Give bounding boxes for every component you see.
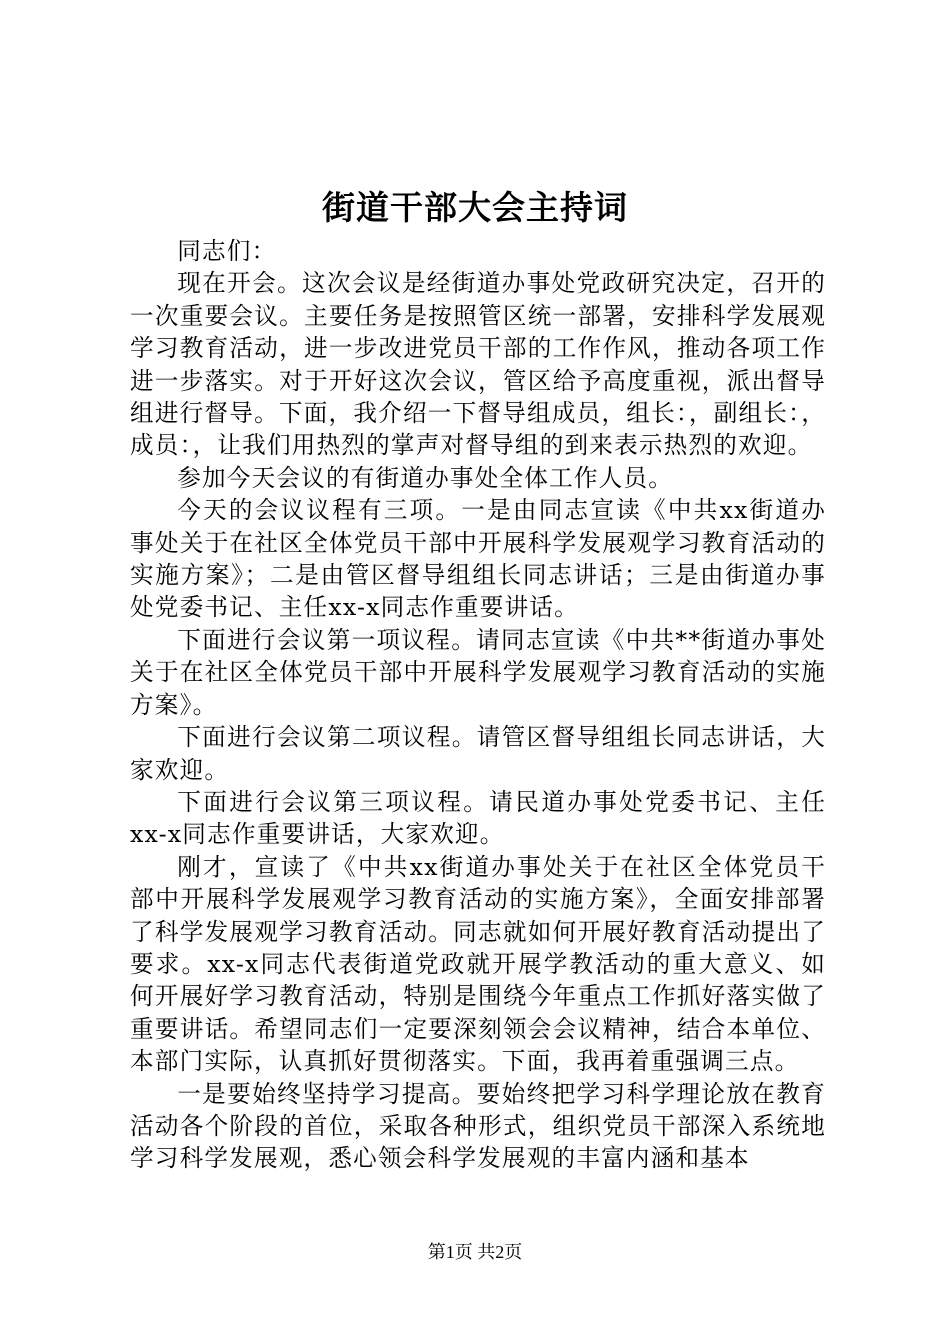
paragraph: 一是要始终坚持学习提高。要始终把学习科学理论放在教育活动各个阶段的首位，采取各种形式，组织党员干部深入系统地学习科学发展观，悉心领会科学发展观的丰富内涵和基本 — [130, 1079, 826, 1173]
paragraph: 现在开会。这次会议是经街道办事处党政研究决定，召开的一次重要会议。主要任务是按照管区统一部署，安排科学发展观学习教育活动，进一步改进党员干部的工作作风，推动各项工作进一步落实。对于开好这次会议，管区给予高度重视，派出督导组进行督导。下面，我介绍一下督导组成员，组长：，副组长：，成员：，让我们用热烈的掌声对督导组的到来表示热烈的欢迎。 — [130, 269, 826, 460]
paragraph: 下面进行会议第一项议程。请同志宣读《中共**街道办事处关于在社区全体党员干部中开展科学发展观学习教育活动的实施方案》。 — [130, 625, 826, 719]
paragraph: 参加今天会议的有街道办事处全体工作人员。 — [177, 463, 674, 492]
document-body — [130, 235, 826, 1175]
paragraph: 今天的会议议程有三项。一是由同志宣读《中共xx街道办事处关于在社区全体党员干部中开展科学发展观学习教育活动的实施方案》；二是由管区督导组组长同志讲话；三是由街道办事处党委书记、主任xx-x同志作重要讲话。 — [130, 496, 826, 622]
paragraph-salutation: 同志们： — [177, 237, 277, 265]
document-title: 街道干部大会主持词 — [322, 188, 628, 227]
paragraph: 下面进行会议第二项议程。请管区督导组组长同志讲话，大家欢迎。 — [130, 723, 826, 784]
paragraph: 下面进行会议第三项议程。请民道办事处党委书记、主任xx-x同志作重要讲话，大家欢迎。 — [130, 787, 826, 849]
page-footer: 第1页 共2页 — [427, 1242, 523, 1262]
paragraph: 刚才，宣读了《中共xx街道办事处关于在社区全体党员干部中开展科学发展观学习教育活动的实施方案》，全面安排部署了科学发展观学习教育活动。同志就如何开展好教育活动提出了要求。xx-x同志代表街道党政就开展学教活动的重大意义、如何开展好学习教育活动，特别是围绕今年重点工作抓好落实做了重要讲话。希望同志们一定要深刻领会会议精神，结合本单位、本部门实际，认真抓好贯彻落实。下面，我再着重强调三点。 — [130, 852, 826, 1076]
